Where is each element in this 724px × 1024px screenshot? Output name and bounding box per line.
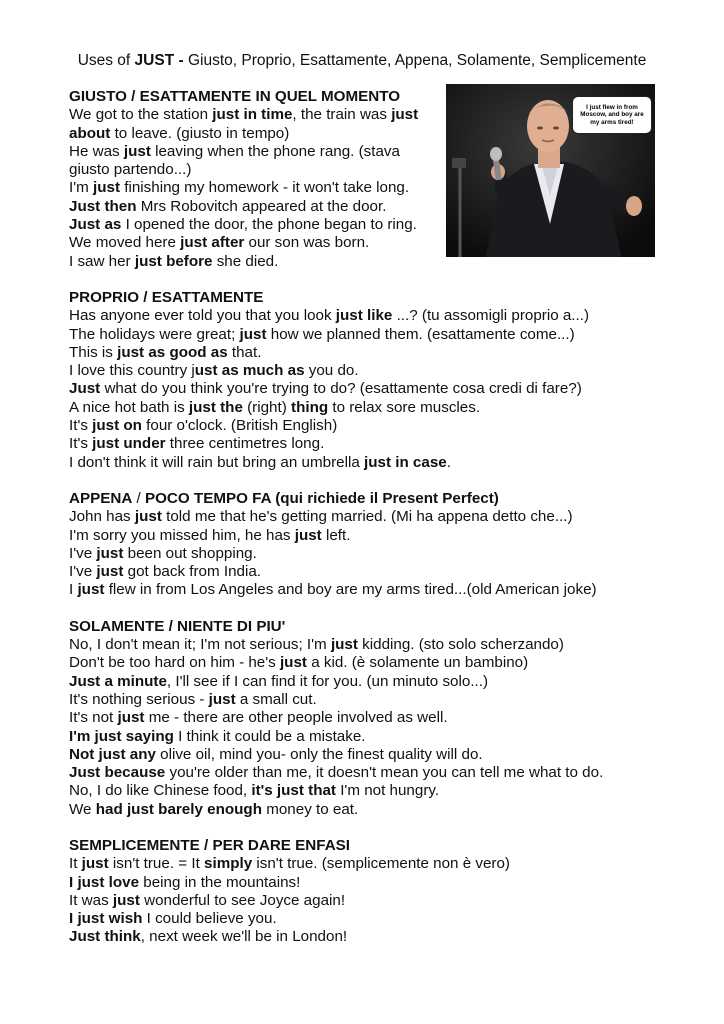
section-5 [69, 837, 669, 947]
speech-bubble: I just flew in from Moscow, and boy are my arms tired! [572, 96, 652, 134]
heading-segment: POCO TEMPO FA (qui richiede il Present Perfect) [144, 489, 499, 507]
sentence-text: The holidays were great; [69, 325, 240, 343]
sentence-text: , the train was [292, 106, 392, 124]
sentence-text: No, I do like Chinese food, [69, 782, 252, 800]
example-sentence [69, 709, 669, 727]
sentence-text: We moved here [69, 234, 181, 252]
example-sentence [69, 728, 669, 746]
example-sentence [69, 527, 669, 545]
example-sentence [69, 746, 669, 764]
sentence-text: He was [69, 142, 124, 160]
just-phrase: I'm just saying [69, 727, 174, 745]
sentence-text: money to eat. [261, 800, 359, 818]
just-phrase: just the [188, 398, 243, 416]
section-heading [69, 289, 669, 307]
example-sentence [69, 344, 669, 362]
just-phrase: just [77, 581, 105, 599]
example-sentence [69, 691, 669, 709]
just-phrase: thing [291, 398, 329, 416]
just-phrase: just before [134, 252, 213, 270]
just-phrase: just [134, 508, 162, 526]
just-phrase: Just then [69, 197, 137, 215]
sentence-text: a kid. (è solamente un bambino) [306, 654, 529, 672]
example-sentence [69, 143, 431, 180]
sentence-text: how we planned them. (esattamente come...) [266, 325, 575, 343]
just-phrase: just [330, 636, 358, 654]
sentence-text: I'm sorry you missed him, he has [69, 526, 295, 544]
sentence-text: she died. [212, 252, 279, 270]
sentence-text: Has anyone ever told you that you look [69, 307, 336, 325]
sentence-text: been out shopping. [123, 544, 257, 562]
sentence-text: It's nothing serious - [69, 690, 209, 708]
example-sentence [69, 326, 669, 344]
just-phrase: just [117, 709, 145, 727]
just-phrase: just [123, 142, 151, 160]
sentence-text: , next week we'll be in London! [140, 928, 348, 946]
heading-segment: PROPRIO / ESATTAMENTE [69, 288, 264, 306]
example-sentence [69, 508, 669, 526]
sentence-text: our son was born. [244, 234, 370, 252]
just-phrase: just like [335, 307, 393, 325]
heading-segment: GIUSTO / ESATTAMENTE IN QUEL MOMENTO [69, 88, 401, 105]
just-phrase: just [96, 544, 124, 562]
section-4 [69, 618, 669, 819]
sentence-text: It's [69, 435, 93, 453]
just-phrase: Just think [69, 928, 141, 946]
just-phrase: just on [92, 417, 142, 435]
sentence-text: I've [69, 544, 97, 562]
sentence-text: you do. [304, 362, 359, 380]
sentence-text: a small cut. [235, 690, 317, 708]
just-phrase: just in time [212, 106, 293, 124]
sentence-text: four o'clock. (British English) [141, 417, 338, 435]
just-phrase: just under [92, 435, 166, 453]
just-phrase: simply [204, 855, 253, 873]
heading-segment: / [132, 489, 145, 507]
title-keyword: JUST - [134, 52, 184, 69]
title-rest: Giusto, Proprio, Esattamente, Appena, Solamente, Semplicemente [183, 52, 647, 69]
just-phrase: Just a minute [69, 672, 167, 690]
sentence-text: left. [321, 526, 351, 544]
example-sentence [69, 673, 669, 691]
example-sentence [69, 234, 669, 252]
section-2 [69, 289, 669, 472]
just-phrase: Not just any [69, 745, 156, 763]
sentence-text: leaving when the phone rang. (stava giusto partendo...) [69, 142, 400, 179]
sentence-text: got back from India. [123, 563, 262, 581]
section-1 [69, 88, 669, 271]
example-sentence [69, 764, 669, 782]
just-phrase: just about [69, 106, 419, 142]
sentence-text: , I'll see if I can find it for you. (un minuto solo...) [166, 672, 489, 690]
document-body [69, 88, 669, 965]
section-heading [69, 618, 669, 636]
sentence-text: . [446, 453, 451, 471]
sentence-text: John has [69, 508, 135, 526]
just-phrase: had just barely enough [95, 800, 262, 818]
example-sentence [69, 307, 669, 325]
sentence-text: told me that he's getting married. (Mi ha appena detto che...) [161, 508, 573, 526]
just-phrase: just [93, 179, 121, 197]
sentence-text: I don't think it will rain but bring an umbrella [69, 453, 364, 471]
just-phrase: just [208, 690, 236, 708]
sentence-text: It's [69, 417, 93, 435]
section-3 [69, 490, 669, 600]
example-sentence [69, 216, 669, 234]
just-phrase: I just wish [69, 910, 143, 928]
sentence-text: (right) [242, 398, 292, 416]
just-phrase: Just because [69, 764, 166, 782]
example-sentence [69, 636, 669, 654]
heading-segment: APPENA [69, 489, 133, 507]
sentence-text: flew in from Los Angeles and boy are my arms tired...(old American joke) [104, 581, 597, 599]
example-sentence [69, 106, 431, 143]
sentence-text: I'm not hungry. [335, 782, 440, 800]
sentence-text: I could believe you. [142, 910, 277, 928]
sentence-text: olive oil, mind you- only the finest quality will do. [155, 745, 483, 763]
just-phrase: just in case [364, 453, 447, 471]
example-sentence [69, 435, 669, 453]
just-phrase: Just as [69, 216, 122, 234]
sentence-text: It was [69, 891, 113, 909]
example-sentence [69, 654, 669, 672]
sentence-text: I think it could be a mistake. [173, 727, 366, 745]
just-phrase: Just [69, 380, 101, 398]
heading-segment: SOLAMENTE / NIENTE DI PIU' [69, 617, 286, 635]
sentence-text: to leave. (giusto in tempo) [110, 124, 290, 142]
just-phrase: I just love [69, 873, 140, 891]
sentence-text: wonderful to see Joyce again! [139, 891, 346, 909]
example-sentence [69, 874, 669, 892]
section-heading [69, 837, 669, 855]
just-phrase: just as good as [117, 343, 228, 361]
sentence-text: isn't true. = It [108, 855, 205, 873]
example-sentence [69, 179, 669, 197]
just-phrase: just [96, 563, 124, 581]
example-sentence [69, 362, 669, 380]
sentence-text: me - there are other people involved as well. [144, 709, 448, 727]
sentence-text: Mrs Robovitch appeared at the door. [136, 197, 387, 215]
example-sentence [69, 417, 669, 435]
example-sentence [69, 198, 669, 216]
title-prefix: Uses of [77, 52, 135, 69]
sentence-text: being in the mountains! [139, 873, 301, 891]
sentence-text: ...? (tu assomigli proprio a...) [392, 307, 590, 325]
just-phrase: just [81, 855, 109, 873]
example-sentence [69, 782, 669, 800]
section-heading [69, 88, 669, 106]
sentence-text: what do you think you're trying to do? (esattamente cosa credi di fare?) [100, 380, 582, 398]
example-sentence [69, 801, 669, 819]
sentence-text: We [69, 800, 96, 818]
example-sentence [69, 399, 669, 417]
sentence-text: I've [69, 563, 97, 581]
sentence-text: that. [227, 343, 262, 361]
sentence-text: I'm [69, 179, 93, 197]
example-sentence [69, 892, 669, 910]
example-sentence [69, 563, 669, 581]
example-sentence [69, 253, 669, 271]
example-sentence [69, 454, 669, 472]
sentence-text: finishing my homework - it won't take long. [120, 179, 410, 197]
sentence-text: three centimetres long. [165, 435, 325, 453]
sentence-text: It's not [69, 709, 118, 727]
just-phrase: just after [180, 234, 245, 252]
sentence-text: I love this country j [69, 362, 195, 380]
sentence-text: I saw her [69, 252, 135, 270]
sentence-text: you're older than me, it doesn't mean you can tell me what to do. [165, 764, 604, 782]
example-sentence [69, 380, 669, 398]
example-sentence [69, 928, 669, 946]
example-sentence [69, 910, 669, 928]
sentence-text: kidding. (sto solo scherzando) [357, 636, 564, 654]
section-heading [69, 490, 669, 508]
just-phrase: just [239, 325, 267, 343]
sentence-text: We got to the station [69, 106, 213, 124]
sentence-text: It [69, 855, 82, 873]
just-phrase: just [279, 654, 307, 672]
sentence-text: I [69, 581, 78, 599]
example-sentence [69, 855, 669, 873]
just-phrase: it's just that [251, 782, 336, 800]
just-phrase: just [294, 526, 322, 544]
page-title [0, 52, 724, 70]
sentence-text: Don't be too hard on him - he's [69, 654, 280, 672]
just-phrase: just [112, 891, 140, 909]
example-sentence [69, 581, 669, 599]
just-phrase: ust as much as [194, 362, 305, 380]
sentence-text: isn't true. (semplicemente non è vero) [252, 855, 510, 873]
sentence-text: A nice hot bath is [69, 398, 189, 416]
sentence-text: No, I don't mean it; I'm not serious; I'm [69, 636, 331, 654]
sentence-text: I opened the door, the phone began to ring. [121, 216, 417, 234]
example-sentence [69, 545, 669, 563]
sentence-text: to relax sore muscles. [328, 398, 481, 416]
heading-segment: SEMPLICEMENTE / PER DARE ENFASI [69, 836, 351, 854]
sentence-text: This is [69, 343, 118, 361]
